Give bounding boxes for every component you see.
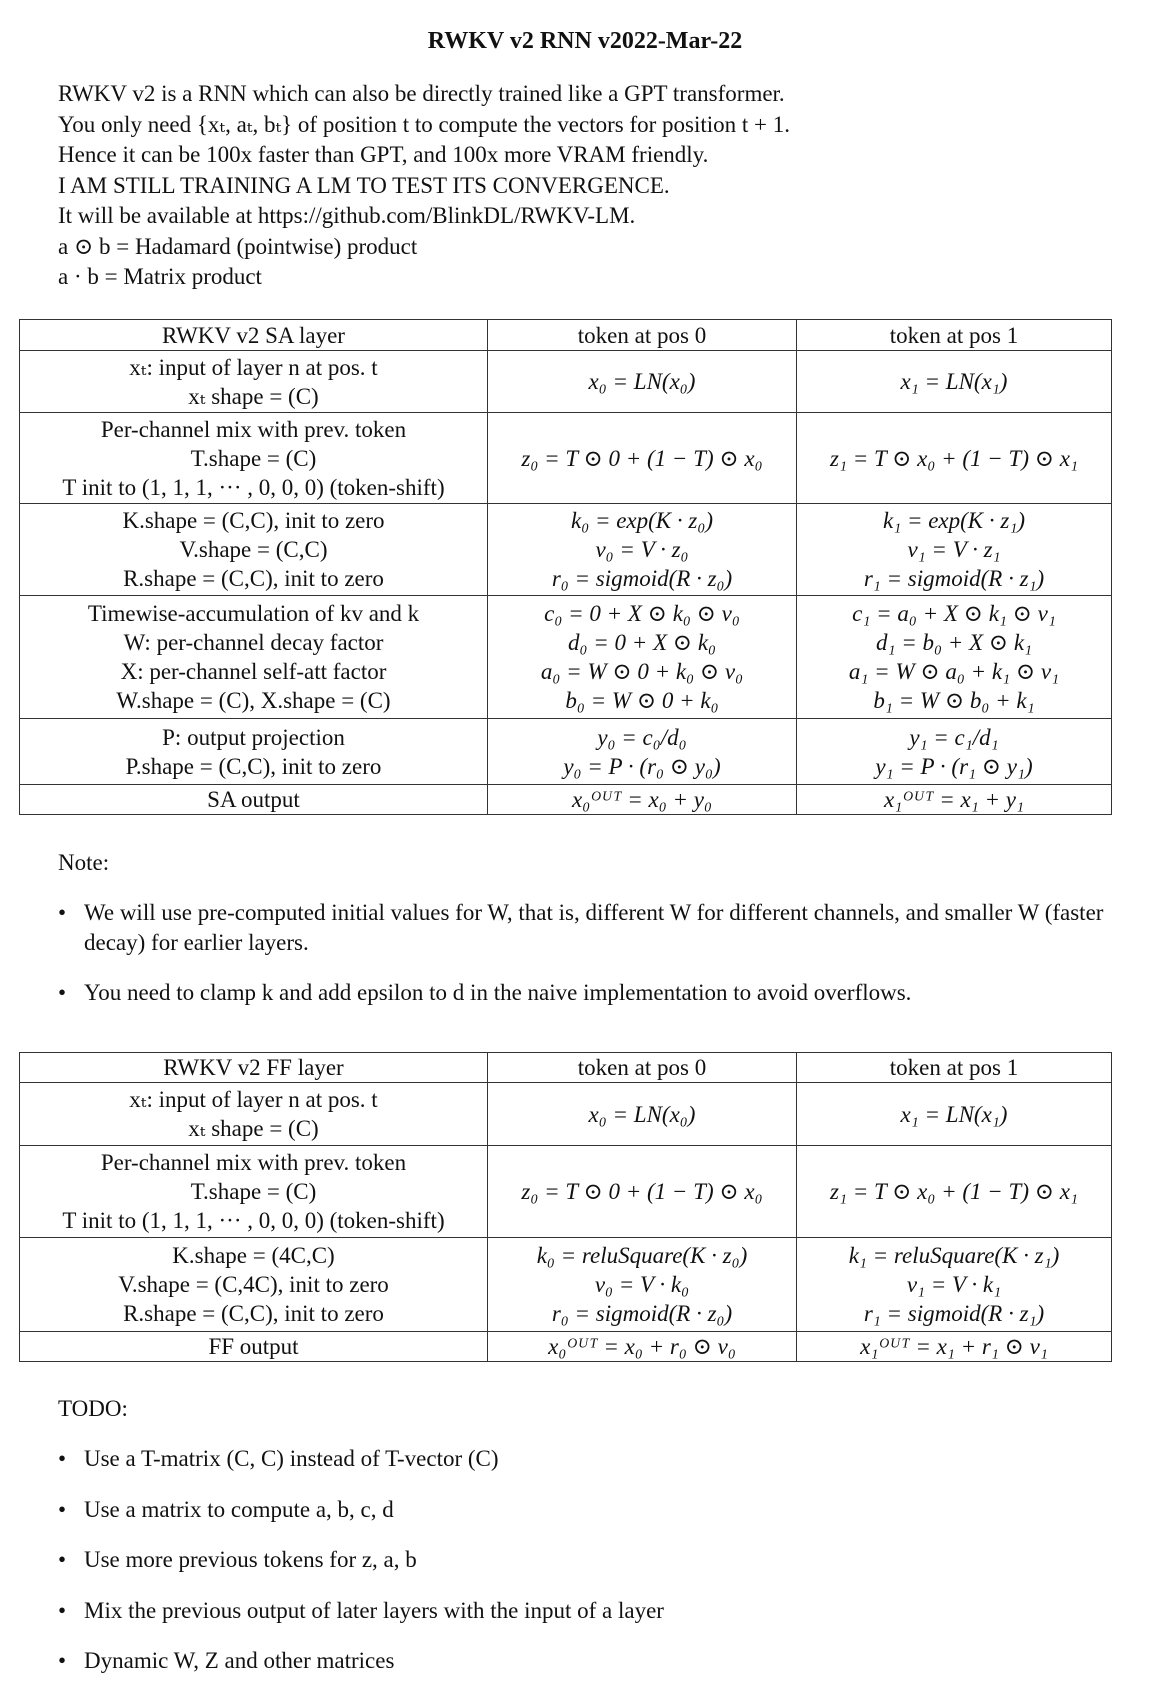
equation: v₀ = V · k₀ bbox=[594, 1272, 690, 1297]
cell-text: X: per-channel self-att factor bbox=[120, 659, 387, 684]
cell-desc bbox=[20, 1146, 488, 1238]
equation: z₁ = T ⊙ x₀ + (1 − T) ⊙ x₁ bbox=[830, 445, 1078, 471]
equation: a₀ = W ⊙ 0 + k₀ ⊙ v₀ bbox=[540, 659, 744, 684]
cell-text: xₜ: input of layer n at pos. t bbox=[129, 1087, 378, 1112]
intro-line: I AM STILL TRAINING A LM TO TEST ITS CONVERGENCE. bbox=[58, 172, 670, 198]
equation: z₁ = T ⊙ x₀ + (1 − T) ⊙ x₁ bbox=[830, 1179, 1078, 1204]
column-header: RWKV v2 SA layer bbox=[20, 320, 488, 351]
cell-text: xₜ: input of layer n at pos. t bbox=[129, 354, 378, 380]
cell-text: P.shape = (C,C), init to zero bbox=[125, 753, 382, 779]
table-row bbox=[20, 1083, 1112, 1146]
equation: x₁ᴼᵁᵀ = x₁ + r₁ ⊙ v₁ bbox=[860, 1334, 1048, 1359]
equation: x₁ = LN(x₁) bbox=[900, 1101, 1008, 1127]
cell-text: K.shape = (4C,C) bbox=[172, 1243, 335, 1268]
equation: x₁ᴼᵁᵀ = x₁ + y₁ bbox=[884, 787, 1024, 812]
cell-desc bbox=[20, 1332, 488, 1362]
column-header: token at pos 1 bbox=[797, 1053, 1112, 1083]
cell-text: T init to (1, 1, 1, ··· , 0, 0, 0) (token-shift) bbox=[62, 1208, 445, 1233]
todo-label: TODO: bbox=[58, 1396, 128, 1421]
equation: y₀ = P · (r₀ ⊙ y₀) bbox=[563, 753, 721, 779]
cell-pos1 bbox=[797, 1238, 1112, 1332]
cell-text: T.shape = (C) bbox=[190, 445, 317, 471]
column-header: token at pos 1 bbox=[797, 320, 1112, 351]
cell-desc bbox=[20, 785, 488, 815]
cell-text: V.shape = (C,C) bbox=[179, 537, 328, 562]
cell-desc bbox=[20, 1238, 488, 1332]
cell-text: R.shape = (C,C), init to zero bbox=[123, 566, 384, 591]
table-row bbox=[20, 1146, 1112, 1238]
table-row bbox=[20, 413, 1112, 504]
list-item: • You need to clamp k and add epsilon to d in the naive implementation to avoid overflows. bbox=[58, 978, 1158, 1008]
cell-pos0 bbox=[488, 1332, 797, 1362]
table-row bbox=[20, 504, 1112, 596]
cell-text: K.shape = (C,C), init to zero bbox=[122, 508, 385, 533]
cell-text: P: output projection bbox=[162, 724, 345, 750]
list-item: • Use more previous tokens for z, a, b bbox=[58, 1545, 1158, 1575]
equation: b₁ = W ⊙ b₀ + k₁ bbox=[873, 688, 1035, 713]
table-row bbox=[20, 351, 1112, 413]
cell-desc bbox=[20, 1083, 488, 1146]
list-item: • Use a matrix to compute a, b, c, d bbox=[58, 1495, 1158, 1525]
table-row bbox=[20, 1238, 1112, 1332]
equation: z₀ = T ⊙ 0 + (1 − T) ⊙ x₀ bbox=[521, 1179, 763, 1204]
equation: a₁ = W ⊙ a₀ + k₁ ⊙ v₁ bbox=[848, 659, 1060, 684]
cell-text: FF output bbox=[208, 1334, 299, 1359]
intro-line: a · b = Matrix product bbox=[58, 264, 262, 289]
cell-pos1 bbox=[797, 596, 1112, 719]
equation: v₀ = V · z₀ bbox=[595, 537, 689, 562]
equation: y₀ = c₀/d₀ bbox=[597, 724, 687, 750]
table-header-row bbox=[20, 320, 1112, 351]
cell-pos0 bbox=[488, 1238, 797, 1332]
cell-pos0 bbox=[488, 504, 797, 596]
intro-line: Hence it can be 100x faster than GPT, and 100x more VRAM friendly. bbox=[58, 142, 709, 167]
cell-pos0 bbox=[488, 719, 797, 785]
equation: c₁ = a₀ + X ⊙ k₁ ⊙ v₁ bbox=[852, 601, 1056, 626]
cell-pos0 bbox=[488, 1146, 797, 1238]
intro-line: a ⊙ b = Hadamard (pointwise) product bbox=[58, 233, 418, 259]
equation: v₁ = V · z₁ bbox=[907, 537, 1001, 562]
intro-line: You only need {xₜ, aₜ, bₜ} of position t to compute the vectors for position t + 1. bbox=[58, 111, 790, 137]
cell-pos0 bbox=[488, 785, 797, 815]
cell-text: R.shape = (C,C), init to zero bbox=[123, 1301, 384, 1326]
table-row bbox=[20, 785, 1112, 815]
equation: x₀ = LN(x₀) bbox=[588, 1101, 696, 1127]
cell-text: Per-channel mix with prev. token bbox=[100, 1150, 407, 1175]
cell-text: V.shape = (C,4C), init to zero bbox=[118, 1272, 389, 1297]
equation: y₁ = c₁/d₁ bbox=[909, 724, 999, 750]
equation: k₀ = exp(K · z₀) bbox=[571, 508, 713, 533]
cell-desc bbox=[20, 719, 488, 785]
equation: d₁ = b₀ + X ⊙ k₁ bbox=[875, 630, 1033, 655]
equation: b₀ = W ⊙ 0 + k₀ bbox=[565, 688, 719, 713]
list-item: • We will use pre-computed initial values for W, that is, different W for different channels, and smaller W (faster decay) for earlier layers. bbox=[58, 898, 1158, 958]
cell-text: T init to (1, 1, 1, ··· , 0, 0, 0) (token-shift) bbox=[62, 474, 445, 500]
cell-pos0 bbox=[488, 596, 797, 719]
column-header: RWKV v2 FF layer bbox=[20, 1053, 488, 1083]
equation: r₀ = sigmoid(R · z₀) bbox=[551, 566, 733, 591]
todo-list bbox=[58, 1444, 1158, 1697]
column-header: token at pos 0 bbox=[488, 1053, 797, 1083]
note-list bbox=[58, 898, 1158, 1028]
ff-layer-table bbox=[19, 1052, 1112, 1362]
equation: x₁ = LN(x₁) bbox=[900, 369, 1008, 394]
sa-layer-table bbox=[19, 319, 1112, 815]
equation: c₀ = 0 + X ⊙ k₀ ⊙ v₀ bbox=[544, 601, 740, 626]
cell-pos1 bbox=[797, 413, 1112, 504]
cell-pos0 bbox=[488, 413, 797, 504]
cell-pos0 bbox=[488, 1083, 797, 1146]
equation: z₀ = T ⊙ 0 + (1 − T) ⊙ x₀ bbox=[521, 445, 763, 471]
table-row bbox=[20, 596, 1112, 719]
cell-pos1 bbox=[797, 1332, 1112, 1362]
cell-text: Timewise-accumulation of kv and k bbox=[87, 601, 420, 626]
cell-pos1 bbox=[797, 1146, 1112, 1238]
cell-desc bbox=[20, 504, 488, 596]
column-header: token at pos 0 bbox=[488, 320, 797, 351]
equation: r₁ = sigmoid(R · z₁) bbox=[863, 566, 1045, 591]
equation: d₀ = 0 + X ⊙ k₀ bbox=[567, 630, 717, 655]
note-label: Note: bbox=[58, 850, 110, 875]
equation: k₀ = reluSquare(K · z₀) bbox=[536, 1243, 748, 1268]
cell-desc bbox=[20, 351, 488, 413]
list-item: • Mix the previous output of later layers with the input of a layer bbox=[58, 1596, 1158, 1626]
equation: k₁ = exp(K · z₁) bbox=[883, 508, 1025, 533]
table-row bbox=[20, 719, 1112, 785]
cell-text: W.shape = (C), X.shape = (C) bbox=[116, 688, 391, 713]
equation: x₀ = LN(x₀) bbox=[588, 369, 696, 394]
cell-pos1 bbox=[797, 351, 1112, 413]
equation: r₀ = sigmoid(R · z₀) bbox=[551, 1301, 733, 1326]
cell-pos1 bbox=[797, 504, 1112, 596]
table-row bbox=[20, 1332, 1112, 1362]
list-item: • Use a T-matrix (C, C) instead of T-vector (C) bbox=[58, 1444, 1158, 1474]
equation: r₁ = sigmoid(R · z₁) bbox=[863, 1301, 1045, 1326]
cell-pos0 bbox=[488, 351, 797, 413]
equation: x₀ᴼᵁᵀ = x₀ + r₀ ⊙ v₀ bbox=[548, 1334, 736, 1359]
equation: x₀ᴼᵁᵀ = x₀ + y₀ bbox=[572, 787, 712, 812]
intro-line: It will be available at https://github.com/BlinkDL/RWKV-LM. bbox=[58, 203, 636, 228]
equation: k₁ = reluSquare(K · z₁) bbox=[848, 1243, 1060, 1268]
intro-line: RWKV v2 is a RNN which can also be directly trained like a GPT transformer. bbox=[58, 81, 785, 106]
cell-desc bbox=[20, 413, 488, 504]
document-title: RWKV v2 RNN v2022-Mar-22 bbox=[427, 28, 743, 54]
cell-pos1 bbox=[797, 785, 1112, 815]
equation: v₁ = V · k₁ bbox=[906, 1272, 1002, 1297]
cell-desc bbox=[20, 596, 488, 719]
cell-text: SA output bbox=[207, 787, 300, 812]
cell-text: xₜ shape = (C) bbox=[188, 383, 319, 409]
cell-text: W: per-channel decay factor bbox=[123, 630, 384, 655]
cell-text: xₜ shape = (C) bbox=[188, 1116, 319, 1141]
cell-text: Per-channel mix with prev. token bbox=[100, 416, 407, 442]
cell-pos1 bbox=[797, 1083, 1112, 1146]
list-item: • Dynamic W, Z and other matrices bbox=[58, 1646, 1158, 1676]
cell-pos1 bbox=[797, 719, 1112, 785]
table-header-row bbox=[20, 1053, 1112, 1083]
cell-text: T.shape = (C) bbox=[190, 1179, 317, 1204]
equation: y₁ = P · (r₁ ⊙ y₁) bbox=[875, 753, 1033, 779]
